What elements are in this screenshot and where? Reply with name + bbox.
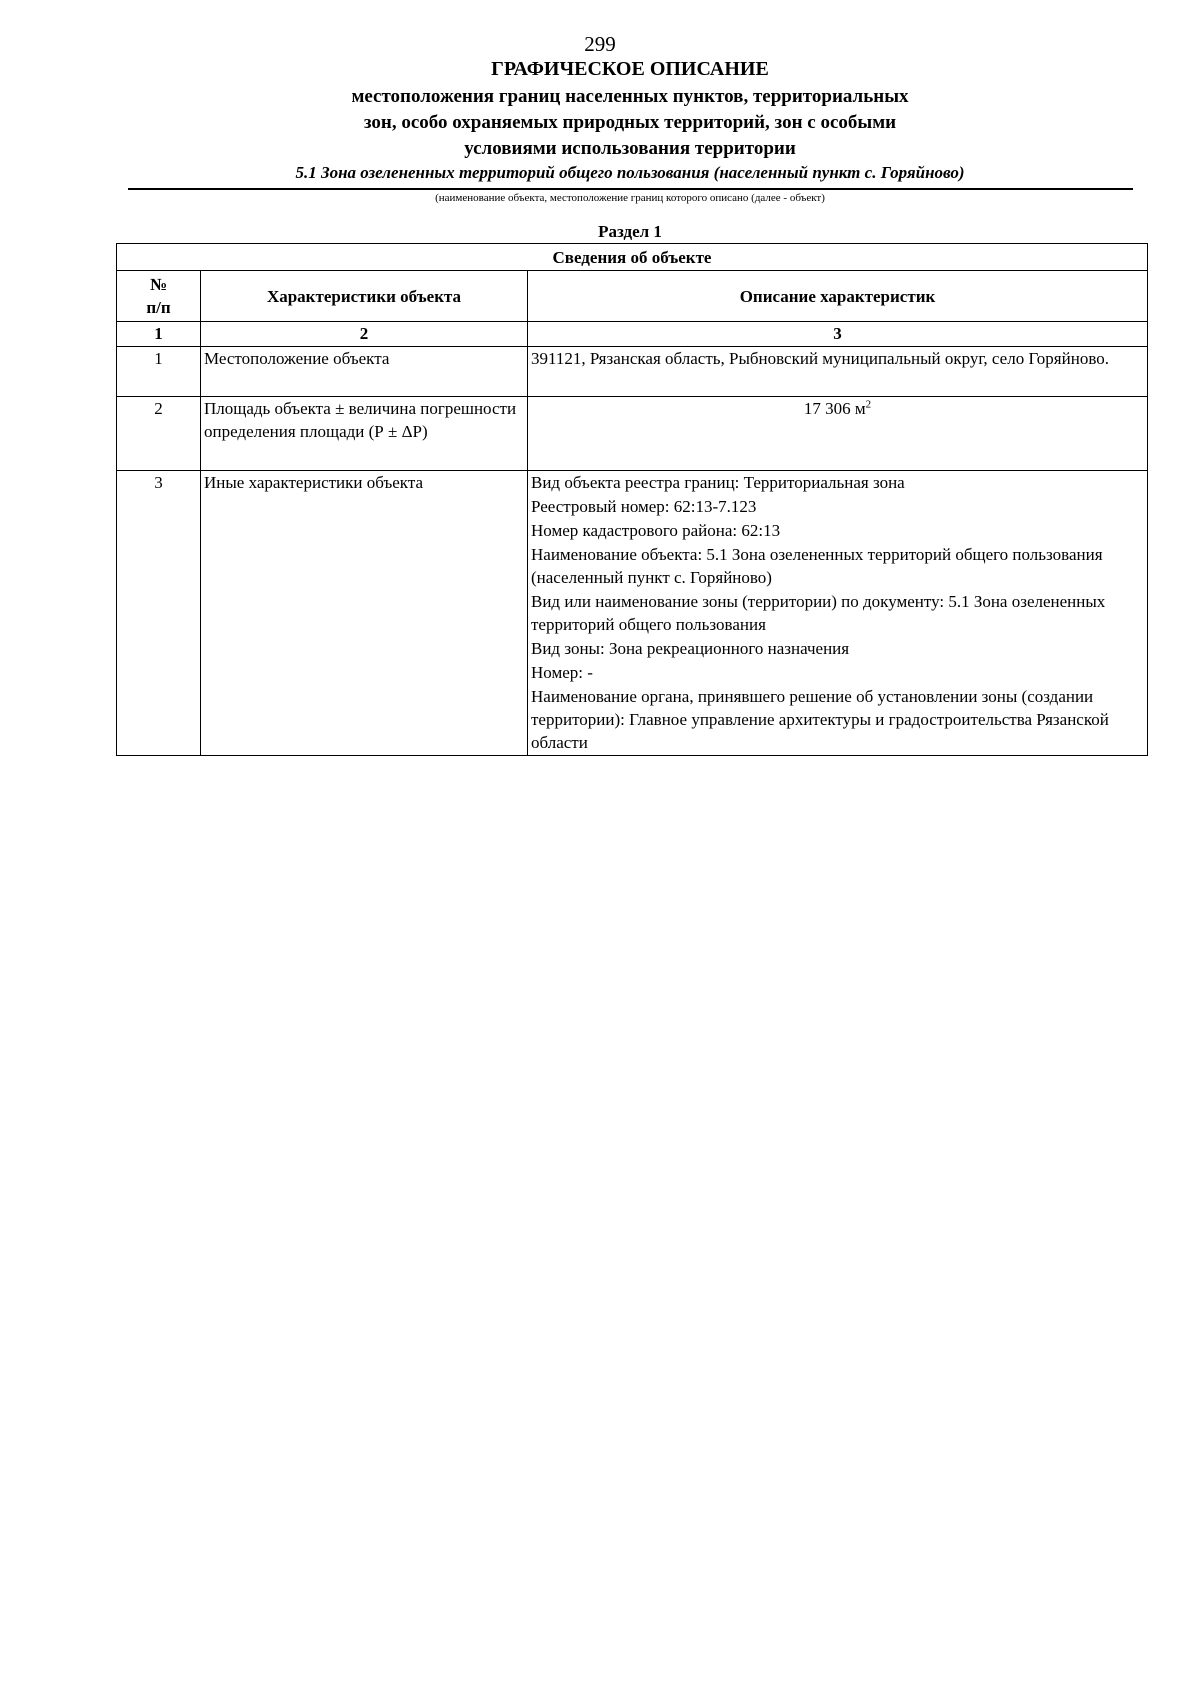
object-caption: (наименование объекта, местоположение границ которого описано (далее - объект) — [435, 192, 825, 204]
column-number: 2 — [201, 322, 528, 347]
subtitle-line: условиями использования территории — [464, 138, 796, 159]
subtitle-line: местоположения границ населенных пунктов, территориальных — [351, 86, 909, 107]
description-line: Наименование объекта: 5.1 Зона озелененных территорий общего пользования (населенный пункт с. Горяйново) — [531, 545, 1103, 587]
object-info-table — [116, 243, 1148, 756]
header-num-line: п/п — [146, 298, 171, 317]
table-caption-row — [117, 244, 1148, 271]
table-row — [117, 347, 1148, 397]
header-num — [117, 271, 201, 322]
description-line: Номер кадастрового района: 62:13 — [531, 521, 781, 540]
description-line: Вид или наименование зоны (территории) по документу: 5.1 Зона озелененных территорий общего пользования — [531, 592, 1106, 634]
page-number: 299 — [584, 32, 616, 56]
area-value: 17 306 м — [803, 399, 866, 418]
column-number: 1 — [117, 322, 201, 347]
document-subtitle — [0, 84, 1200, 162]
row-number: 2 — [117, 397, 201, 471]
header-num-line: № — [149, 275, 168, 294]
area-unit-superscript: 2 — [865, 398, 872, 411]
column-number: 3 — [528, 322, 1148, 347]
row-number: 1 — [117, 347, 201, 397]
header-characteristics: Характеристики объекта — [201, 271, 528, 322]
row-characteristic: Иные характеристики объекта — [201, 471, 528, 756]
description-line: Вид зоны: Зона рекреационного назначения — [531, 639, 850, 658]
table-row — [117, 397, 1148, 471]
row-characteristic: Площадь объекта ± величина погрешности определения площади (Р ± ΔР) — [201, 397, 528, 471]
description-line: Номер: - — [531, 663, 593, 682]
object-name: 5.1 Зона озелененных территорий общего пользования (населенный пункт с. Горяйново) — [295, 163, 965, 182]
object-name-underline — [128, 188, 1133, 190]
row-number: 3 — [117, 471, 201, 756]
row-description — [528, 397, 1148, 471]
description-line: Наименование органа, принявшего решение об установлении зоны (создании территории): Главное управление архитектуры и градостроительства Рязанской области — [531, 687, 1109, 752]
subtitle-line: зон, особо охраняемых природных территорий, зон с особыми — [363, 112, 897, 133]
column-numbers-row — [117, 322, 1148, 347]
row-description: 391121, Рязанская область, Рыбновский муниципальный округ, село Горяйново. — [528, 347, 1148, 397]
section-title: Раздел 1 — [598, 222, 662, 241]
description-line: Реестровый номер: 62:13-7.123 — [531, 497, 757, 516]
table-row — [117, 471, 1148, 756]
header-description: Описание характеристик — [528, 271, 1148, 322]
description-line: Вид объекта реестра границ: Территориальная зона — [531, 473, 905, 492]
row-characteristic: Местоположение объекта — [201, 347, 528, 397]
table-caption: Сведения об объекте — [117, 244, 1148, 271]
document-title: ГРАФИЧЕСКОЕ ОПИСАНИЕ — [491, 58, 769, 80]
row-description — [528, 471, 1148, 756]
table-header-row — [117, 271, 1148, 322]
